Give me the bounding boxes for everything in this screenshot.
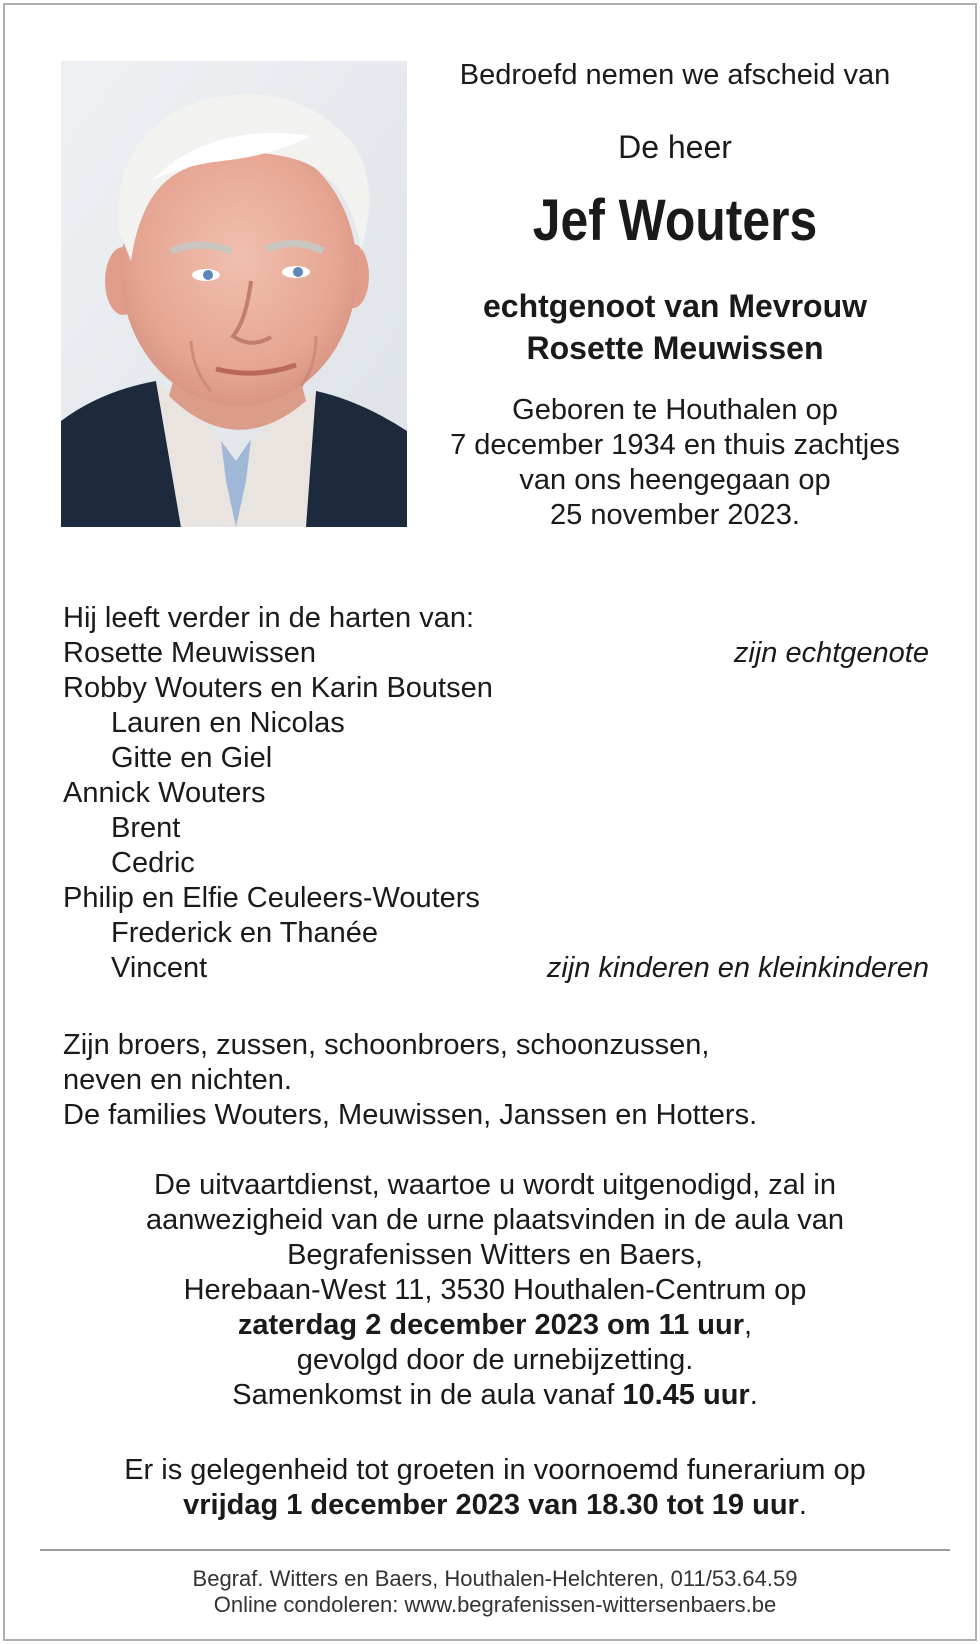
deceased-name: Jef Wouters <box>532 188 818 253</box>
survivors-intro: Hij leeft verder in de harten van: <box>63 602 475 634</box>
gathering-line: Samenkomst in de aula vanaf 10.45 uur. <box>232 1379 758 1411</box>
spouse-block <box>415 285 935 369</box>
relation-label: zijn kinderen en kleinkinderen <box>546 952 929 984</box>
survivor-name: Frederick en Thanée <box>111 917 379 949</box>
survivor-name: Cedric <box>111 847 195 879</box>
service-line: gevolgd door de urnebijzetting. <box>296 1344 694 1376</box>
list-item <box>63 916 929 951</box>
survivors-list <box>63 601 929 986</box>
online-condolence-link[interactable]: Online condoleren: www.begrafenissen-wittersenbaers.be <box>213 1592 777 1617</box>
portrait-photo <box>61 61 407 527</box>
survivor-name: Rosette Meuwissen <box>63 637 317 669</box>
birth-line: 25 november 2023. <box>550 499 800 531</box>
birth-line: Geboren te Houthalen op <box>512 394 838 426</box>
visitation-date-line: vrijdag 1 december 2023 van 18.30 tot 19 uur. <box>183 1489 807 1521</box>
list-item <box>63 776 929 811</box>
list-item <box>63 636 929 671</box>
intro-text: Bedroefd nemen we afscheid van <box>459 59 891 91</box>
list-item <box>63 741 929 776</box>
survivor-name: Brent <box>111 812 181 844</box>
survivor-name: Annick Wouters <box>63 777 266 809</box>
list-item <box>63 951 929 986</box>
survivor-name: Lauren en Nicolas <box>111 707 345 739</box>
survivor-name: Vincent <box>111 952 208 984</box>
family-line: Zijn broers, zussen, schoonbroers, schoonzussen, <box>63 1029 710 1061</box>
list-item <box>63 811 929 846</box>
funeral-home-contact: Begraf. Witters en Baers, Houthalen-Helchteren, 011/53.64.59 <box>192 1566 798 1591</box>
visitation-date: vrijdag 1 december 2023 van 18.30 tot 19 uur <box>183 1489 799 1521</box>
relation-label: zijn echtgenote <box>733 637 929 669</box>
gathering-time: 10.45 uur <box>622 1379 750 1411</box>
visitation-line: Er is gelegenheid tot groeten in voornoemd funerarium op <box>124 1454 866 1486</box>
service-info <box>45 1168 945 1413</box>
survivor-name: Robby Wouters en Karin Boutsen <box>63 672 493 704</box>
spouse-line-2: Rosette Meuwissen <box>526 330 824 366</box>
family-line: neven en nichten. <box>63 1064 292 1096</box>
service-line: aanwezigheid van de urne plaatsvinden in de aula van <box>145 1204 845 1236</box>
survivor-name: Philip en Elfie Ceuleers-Wouters <box>63 882 480 914</box>
list-item <box>63 671 929 706</box>
header <box>415 55 935 533</box>
service-line: Herebaan-West 11, 3530 Houthalen-Centrum op <box>183 1274 807 1306</box>
service-line: Begrafenissen Witters en Baers, <box>287 1239 703 1271</box>
obituary-card <box>3 3 977 1641</box>
list-item <box>63 881 929 916</box>
honorific: De heer <box>618 129 732 165</box>
footer <box>45 1566 945 1618</box>
survivor-name: Gitte en Giel <box>111 742 273 774</box>
service-date-line: zaterdag 2 december 2023 om 11 uur, <box>237 1309 753 1341</box>
birth-death-block <box>415 393 935 533</box>
service-line: De uitvaartdienst, waartoe u wordt uitgenodigd, zal in <box>154 1169 836 1201</box>
visitation-info <box>45 1453 945 1523</box>
service-date: zaterdag 2 december 2023 om 11 uur <box>237 1309 745 1341</box>
spouse-line-1: echtgenoot van Mevrouw <box>482 288 868 324</box>
birth-line: 7 december 1934 en thuis zachtjes <box>450 429 900 461</box>
list-item <box>63 846 929 881</box>
family-line: De families Wouters, Meuwissen, Janssen en Hotters. <box>63 1099 758 1131</box>
footer-divider <box>40 1549 950 1551</box>
extended-family <box>63 1028 929 1133</box>
list-item <box>63 706 929 741</box>
birth-line: van ons heengegaan op <box>519 464 831 496</box>
